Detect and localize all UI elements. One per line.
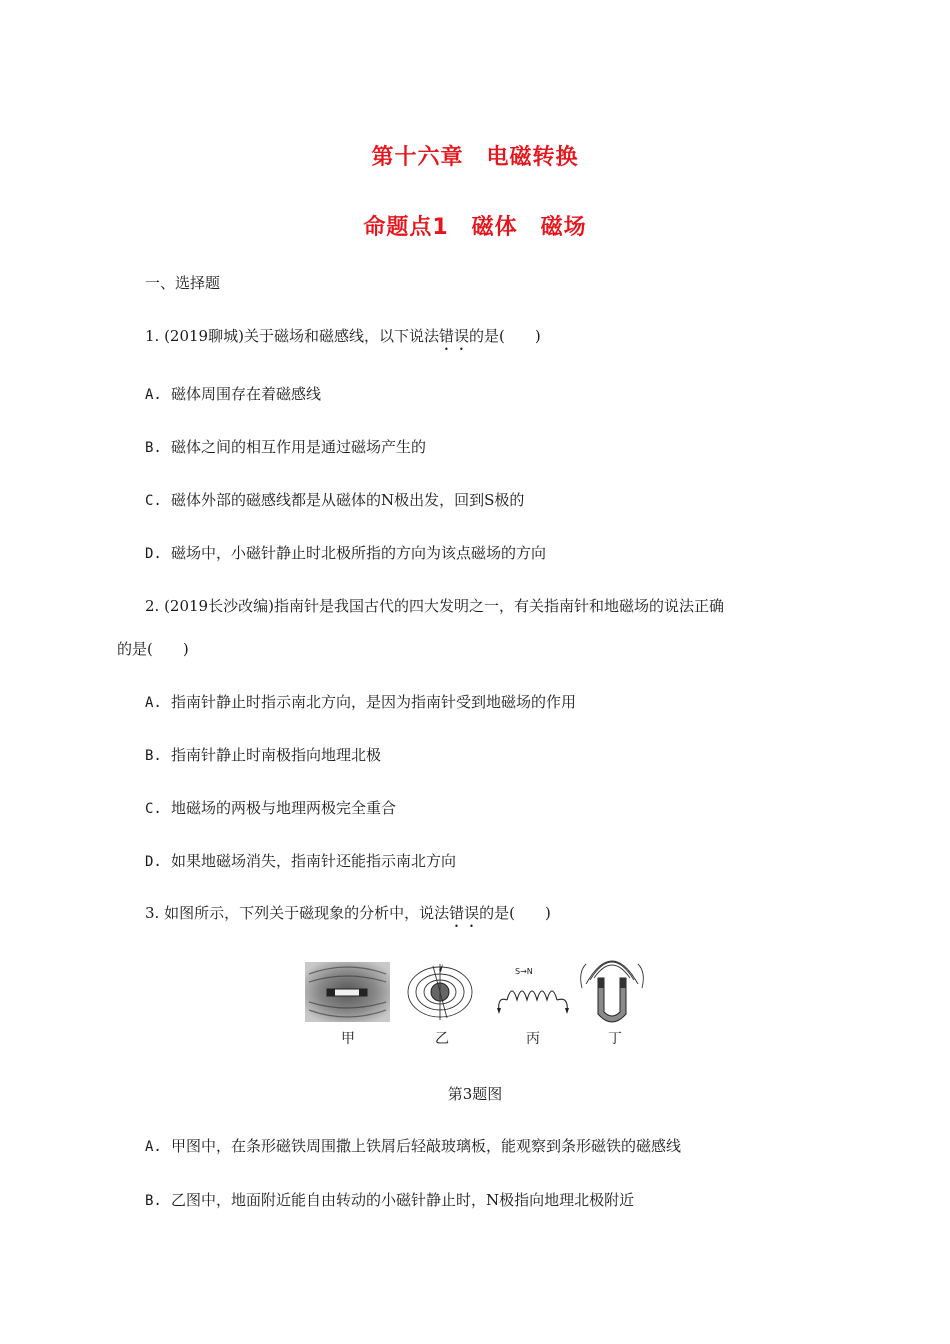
option-letter: D. — [145, 546, 162, 562]
figure-label-ding: 丁 — [608, 1031, 622, 1047]
option-text: 磁体周围存在着磁感线 — [171, 385, 322, 403]
question-1-stem-end: 的是( ) — [468, 327, 541, 345]
question-1-option-c — [145, 489, 524, 510]
question-2-option-d — [145, 850, 456, 871]
question-3-option-a — [145, 1135, 681, 1156]
coil-pole-label: S→N — [515, 967, 533, 976]
figure-yi-earth-field — [405, 962, 475, 1022]
question-3-stem — [145, 902, 551, 931]
option-letter: B. — [145, 1193, 162, 1209]
question-2-option-a — [145, 691, 576, 712]
question-1-option-d — [145, 542, 546, 563]
question-3-stem-text: 3. 如图所示，下列关于磁现象的分析中，说法 — [145, 904, 450, 922]
question-1-stem-text: 1. (2019聊城)关于磁场和磁感线，以下说法 — [145, 327, 439, 345]
figure-label-jia: 甲 — [341, 1031, 355, 1047]
question-1-stem — [145, 325, 541, 354]
topic-title: 命题点1 磁体 磁场 — [363, 215, 587, 240]
figure-label-yi: 乙 — [435, 1031, 449, 1047]
question-2-option-c — [145, 797, 396, 818]
question-2-option-b — [145, 744, 381, 765]
figure-caption: 第3题图 — [447, 1085, 503, 1103]
section-heading: 一、选择题 — [145, 274, 221, 292]
figure-label-bing: 丙 — [526, 1031, 540, 1047]
option-letter: D. — [145, 854, 162, 870]
option-letter: C. — [145, 493, 162, 509]
option-text: 指南针静止时指示南北方向，是因为指南针受到地磁场的作用 — [171, 693, 577, 711]
question-3-option-b — [145, 1189, 634, 1210]
option-letter: A. — [145, 387, 162, 403]
option-letter: B. — [145, 440, 162, 456]
question-3-emphasis: 错误 — [449, 904, 480, 922]
option-text: 磁场中，小磁针静止时北极所指的方向为该点磁场的方向 — [171, 544, 547, 562]
question-1-option-b — [145, 436, 426, 457]
chapter-title: 第十六章 电磁转换 — [371, 145, 579, 170]
option-text: 地磁场的两极与地理两极完全重合 — [171, 799, 397, 817]
question-1-option-a — [145, 383, 321, 404]
question-3-stem-end: 的是( ) — [479, 904, 551, 922]
figure-bing-solenoid — [493, 962, 573, 1022]
question-2-stem-line-2: 的是( ) — [117, 640, 189, 658]
option-text: 指南针静止时南极指向地理北极 — [171, 746, 382, 764]
option-text: 甲图中，在条形磁铁周围撒上铁屑后轻敲玻璃板，能观察到条形磁铁的磁感线 — [171, 1137, 682, 1155]
option-text: 磁体外部的磁感线都是从磁体的N极出发，回到S极的 — [171, 491, 525, 509]
question-1-emphasis: 错误 — [438, 327, 469, 345]
option-letter: A. — [145, 695, 162, 711]
option-text: 乙图中，地面附近能自由转动的小磁针静止时，N极指向地理北极附近 — [171, 1191, 635, 1209]
question-2-stem-line-1: 2. (2019长沙改编)指南针是我国古代的四大发明之一，有关指南针和地磁场的说法正确 — [145, 597, 724, 615]
option-letter: A. — [145, 1139, 162, 1155]
option-letter: B. — [145, 748, 162, 764]
option-text: 如果地磁场消失，指南针还能指示南北方向 — [171, 852, 457, 870]
figure-jia-bar-magnet-filings — [305, 962, 390, 1022]
figure-ding-u-magnet — [576, 958, 648, 1028]
option-text: 磁体之间的相互作用是通过磁场产生的 — [171, 438, 427, 456]
option-letter: C. — [145, 801, 162, 817]
